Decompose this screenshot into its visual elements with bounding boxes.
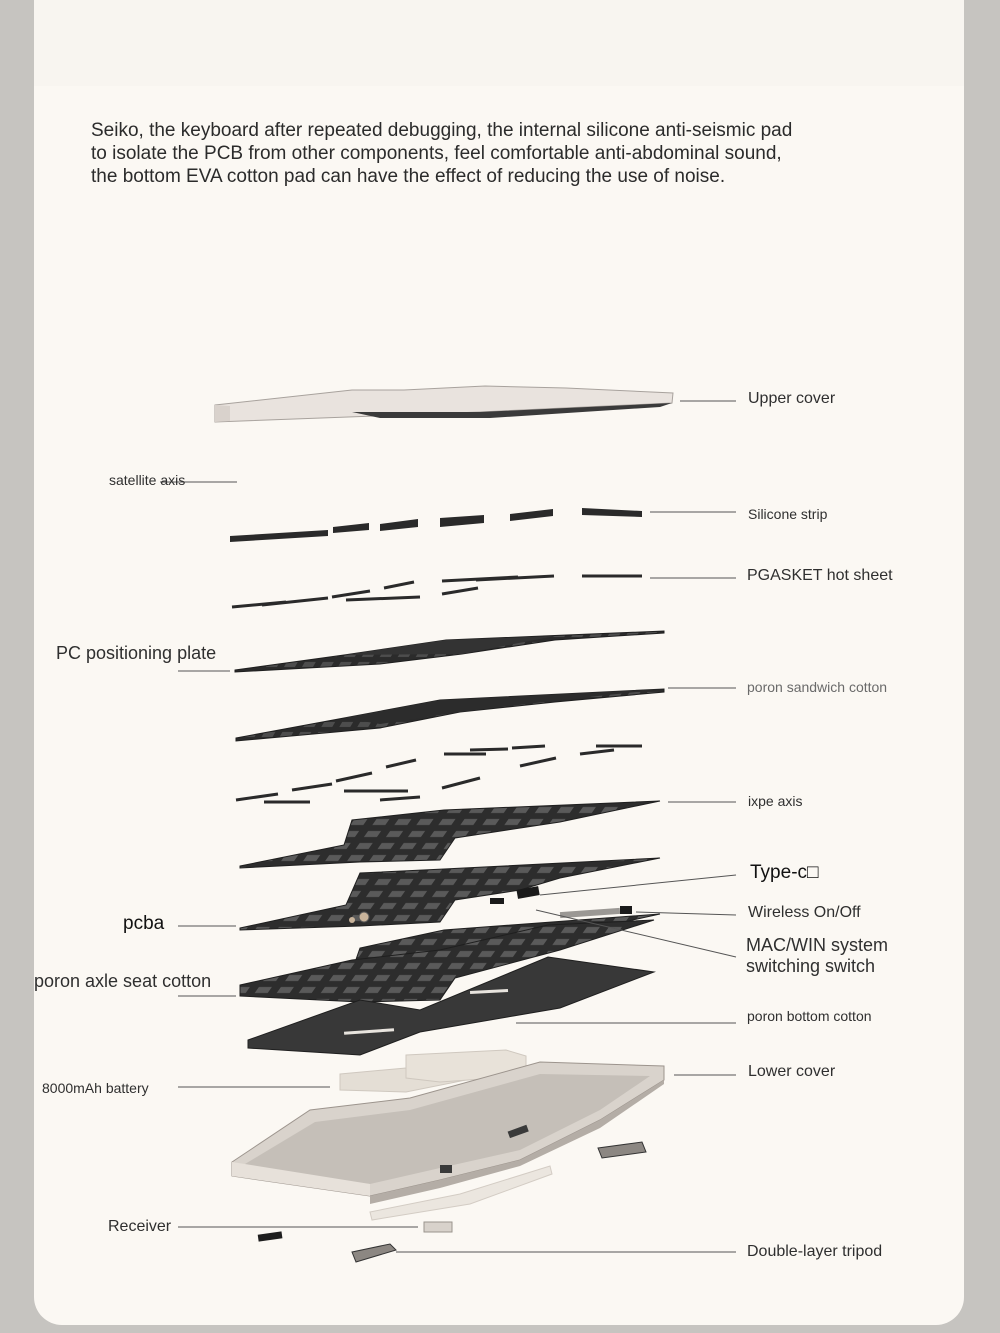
label-type-c: Type-c□ (750, 862, 819, 883)
label-silicone-strip: Silicone strip (748, 506, 828, 522)
ixpe-cotton-layer-part (240, 801, 660, 868)
upper-cover-part (215, 386, 673, 422)
label-satellite-axis: satellite axis (109, 472, 186, 488)
label-upper-cover: Upper cover (748, 390, 836, 407)
label-ixpe-axis: ixpe axis (748, 793, 803, 809)
pgasket-hot-sheet-part (232, 576, 642, 607)
receiver-part (258, 1222, 452, 1242)
intro-line-3: the bottom EVA cotton pad can have the effect of reducing the use of noise. (91, 166, 726, 187)
label-receiver: Receiver (108, 1218, 172, 1235)
ixpe-axis-strips-part (236, 746, 642, 802)
label-mac-win-line-1: MAC/WIN system (746, 935, 888, 955)
label-double-layer-tripod: Double-layer tripod (747, 1243, 883, 1260)
label-poron-sandwich-cotton: poron sandwich cotton (747, 679, 888, 695)
label-poron-bottom-cotton: poron bottom cotton (747, 1008, 872, 1024)
label-wireless-on-off: Wireless On/Off (748, 904, 861, 921)
poron-sandwich-cotton-part (236, 689, 664, 741)
label-mac-win-line-2: switching switch (746, 956, 876, 976)
label-pcba: pcba (123, 913, 165, 934)
intro-line-2: to isolate the PCB from other components, feel comfortable anti-abdominal sound, (91, 143, 782, 164)
intro-line-1: Seiko, the keyboard after repeated debugging, the internal silicone anti-seismic pad (91, 120, 793, 141)
label-battery: 8000mAh battery (42, 1080, 149, 1096)
label-lower-cover: Lower cover (748, 1063, 836, 1080)
label-pc-positioning-plate: PC positioning plate (56, 643, 217, 663)
silicone-strip-part (230, 508, 642, 542)
pc-positioning-plate-part (235, 631, 664, 672)
label-pgasket-hot-sheet: PGASKET hot sheet (747, 567, 893, 584)
label-poron-axle-seat-cotton: poron axle seat cotton (34, 971, 212, 991)
